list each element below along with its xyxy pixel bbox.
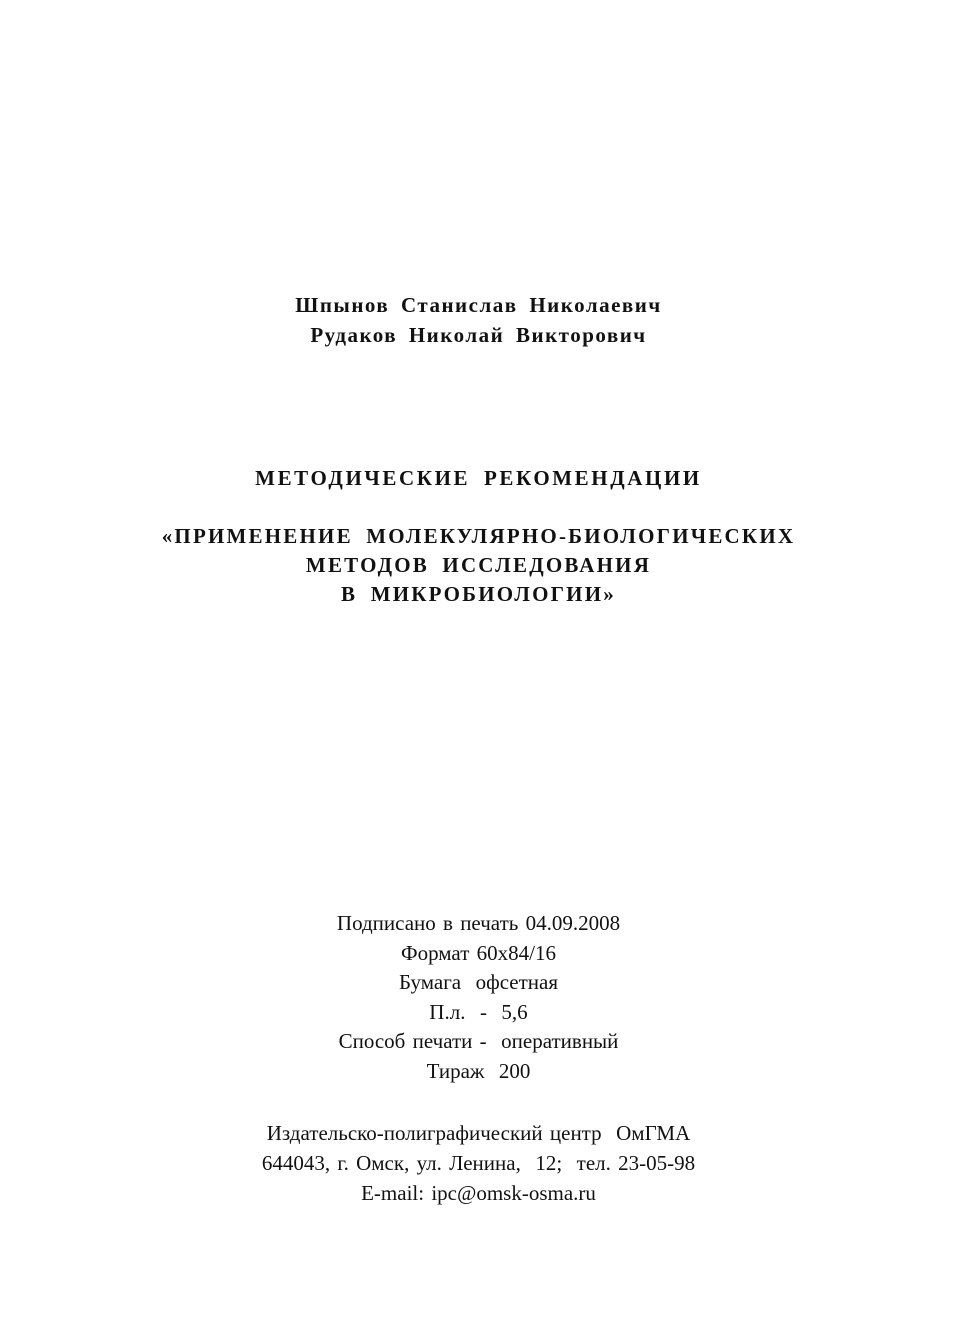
title-line: «ПРИМЕНЕНИЕ МОЛЕКУЛЯРНО-БИОЛОГИЧЕСКИХ <box>161 524 796 548</box>
author-name: Рудаков Николай Викторович <box>310 323 647 347</box>
title-line: МЕТОДОВ ИССЛЕДОВАНИЯ <box>305 553 652 577</box>
publisher-name: Издательско-полиграфический центр ОмГМА <box>266 1121 691 1145</box>
imprint-print-run: Тираж 200 <box>426 1058 531 1083</box>
imprint-sheets: П.л. - 5,6 <box>429 999 528 1024</box>
imprint-print-method: Способ печати - оперативный <box>338 1029 619 1053</box>
document-type-heading: МЕТОДИЧЕСКИЕ РЕКОМЕНДАЦИИ <box>255 466 702 490</box>
imprint-paper: Бумага офсетная <box>398 970 559 994</box>
publisher-address: 644043, г. Омск, ул. Ленина, 12; тел. 23-05-98 <box>261 1151 696 1175</box>
document-title <box>0 522 957 609</box>
authors-block <box>0 290 957 350</box>
title-line: В МИКРОБИОЛОГИИ» <box>341 582 616 606</box>
imprint-signed: Подписано в печать 04.09.2008 <box>336 911 621 935</box>
publisher-block <box>0 1118 957 1208</box>
author-name: Шпынов Станислав Николаевич <box>295 293 662 317</box>
publisher-email: E-mail: ipc@omsk-osma.ru <box>361 1181 596 1205</box>
imprint-format: Формат 60х84/16 <box>401 940 556 965</box>
imprint-block <box>0 909 957 1086</box>
